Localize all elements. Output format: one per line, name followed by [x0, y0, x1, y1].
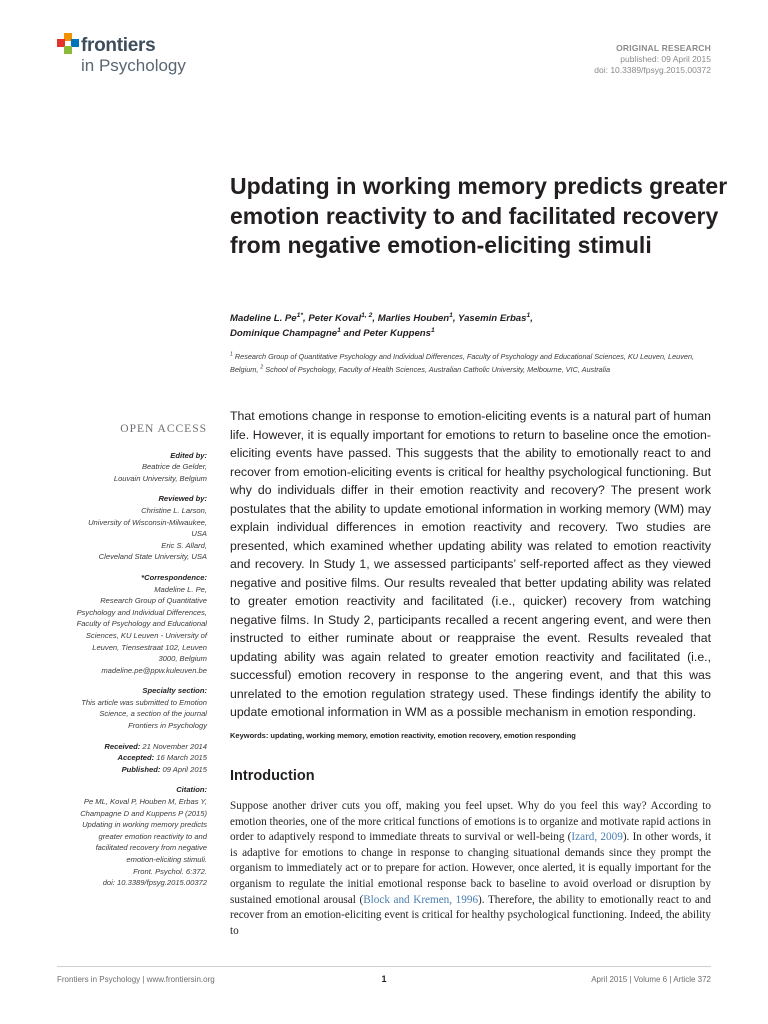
article-title: Updating in working memory predicts greater emotion reactivity to and facilitated recovery from negative emotion-eliciting stimuli — [230, 173, 728, 258]
sidebar-line: 3000, Belgium — [158, 654, 207, 664]
accepted-label: Accepted: — [117, 753, 155, 763]
sidebar-line: Christine L. Larson, — [141, 505, 207, 515]
correspondence-block — [57, 572, 207, 676]
author-list — [230, 311, 700, 341]
reviewed-by-label: Reviewed by: — [158, 494, 207, 504]
article-doi[interactable]: doi: 10.3389/fpsyg.2015.00372 — [594, 65, 711, 75]
sidebar-line: Faculty of Psychology and Educational — [76, 619, 207, 629]
author-name[interactable]: , Yasemin Erbas — [452, 313, 527, 324]
author-superscript: 1 — [337, 326, 341, 334]
sidebar-line: facilitated recovery from negative — [95, 843, 207, 853]
sidebar-line: Cleveland State University, USA — [98, 552, 207, 562]
citation-doi[interactable]: doi: 10.3389/fpsyg.2015.00372 — [102, 878, 207, 888]
open-access-label: OPEN ACCESS — [120, 423, 207, 435]
affiliation-text: Research Group of Quantitative Psychology and Individual Differences, Faculty of Psychology and Educational Sciences, KU Leuven, Leuven, Belgium, — [230, 352, 695, 374]
sidebar-line: USA — [191, 529, 207, 539]
article-sidebar — [57, 424, 207, 898]
author-name[interactable]: and Peter Kuppens — [340, 328, 431, 339]
specialty-label: Specialty section: — [142, 686, 207, 696]
sidebar-line: Champagne D and Kuppens P (2015) — [80, 808, 207, 818]
sidebar-line: Research Group of Quantitative — [100, 596, 207, 606]
keywords: Keywords: updating, working memory, emotion reactivity, emotion recovery, emotion responding — [230, 731, 576, 740]
sidebar-line: Front. Psychol. 6:372. — [133, 866, 207, 876]
published-label: Published: — [121, 764, 161, 774]
footer-issue: April 2015 | Volume 6 | Article 372 — [591, 975, 711, 984]
sidebar-line: Madeline L. Pe, — [154, 584, 207, 594]
edited-by-block — [57, 450, 207, 485]
author-name[interactable]: , Marlies Houben — [372, 313, 450, 324]
published-date: published: 09 April 2015 — [620, 54, 711, 64]
sidebar-line: This article was submitted to Emotion — [81, 697, 207, 707]
author-name[interactable]: , Peter Koval — [303, 313, 362, 324]
frontiers-logo-icon — [57, 33, 79, 55]
reviewed-by-block — [57, 493, 207, 563]
corresponding-marker: * — [300, 311, 304, 319]
author-superscript: 1, 2 — [361, 311, 373, 319]
sidebar-line: Louvain University, Belgium — [113, 473, 207, 483]
citation-block — [57, 784, 207, 888]
sidebar-line: Updating in working memory predicts — [82, 820, 207, 830]
affiliation-number: 1 — [230, 351, 233, 358]
sidebar-line: greater emotion reactivity to and — [98, 831, 207, 841]
abstract: That emotions change in response to emotion-eliciting events is a natural part of human life. However, it is equally important for emotions to return to baseline once the emotion-eliciting events have passed. This suggests that the ability to emotionally react to and recover from emotion-eliciting events is critical for healthy psychological functioning. But why do individuals differ in their emotion reactivity and recovery? The present work postulates that the ability to update emotional information in working memory (WM) may explain individual differences in emotion reactivity and recovery. Two studies are presented, which examined whether updating ability was related to emotion reactivity and recovery. In Study 1, we assessed participants’ self-reported affect as they viewed negative and positive films. Our results revealed that better updating ability was related to greater emotion reactivity and facilitated (i.e., quicker) recovery from watching negative films. In Study 2, participants recalled a recent angering event, and were then instructed to either ruminate about or reappraise the event. Results revealed that updating ability was again related to greater emotion reactivity and facilitated (i.e., successful) emotion recovery in response to the angering event, and that this was unrelated to the emotion regulation strategy used. These findings identify the ability to update emotional information in WM as a possible mechanism in emotion responding. — [230, 409, 711, 719]
dates-block — [57, 741, 207, 776]
received-label: Received: — [104, 741, 141, 751]
affiliation-text: School of Psychology, Faculty of Health Sciences, Australian Catholic University, Melbourne, VIC, Australia — [263, 364, 611, 374]
affiliations — [230, 351, 710, 376]
author-superscript: 1 — [449, 311, 453, 319]
sidebar-line: Leuven, Tiensestraat 102, Leuven — [92, 642, 207, 652]
sidebar-line: Beatrice de Gelder, — [141, 462, 207, 472]
author-superscript: 1 — [526, 311, 531, 319]
sidebar-line: Eric S. Allard, — [161, 540, 207, 550]
brand-name: frontiers — [81, 35, 156, 56]
intro-paragraph — [230, 799, 711, 939]
citation-label: Citation: — [176, 785, 207, 795]
edited-by-label: Edited by: — [170, 450, 207, 460]
sidebar-line: University of Wisconsin-Milwaukee, — [88, 517, 207, 527]
citation-link[interactable]: Izard, 2009 — [571, 831, 623, 844]
sidebar-line: Pe ML, Koval P, Houben M, Erbas Y, — [83, 797, 207, 807]
sidebar-line: emotion-eliciting stimuli. — [126, 855, 207, 864]
body-text: ). Therefore, the ability to emotionally react to and recover from an emotion-eliciting event is critical for healthy psychological functioning. Indeed, the ability to — [230, 893, 711, 937]
accepted-date: 16 March 2015 — [156, 753, 207, 763]
page-number: 1 — [381, 974, 387, 984]
journal-logo — [57, 33, 207, 79]
sidebar-line: Psychology and Individual Differences, — [76, 607, 207, 617]
body-text: ). In other words, it is adaptive for emotions to change in response to changing situational demands since they prompt the organism to immediately act or to prepare for action. However, once alerted, it is equally important for the organism to regulate the initial emotional response back to baseline to avoid overload or disruption by sustained emotional arousal ( — [230, 831, 711, 906]
author-name[interactable]: Dominique Champagne — [230, 328, 338, 339]
published-date-sidebar: 09 April 2015 — [162, 764, 207, 774]
article-type: ORIGINAL RESEARCH — [616, 43, 711, 53]
journal-name: in Psychology — [81, 56, 186, 75]
received-date: 21 November 2014 — [142, 741, 207, 751]
citation-link[interactable]: Block and Kremen, 1996 — [363, 893, 479, 906]
correspondence-label: *Correspondence: — [141, 572, 207, 582]
article-meta — [594, 43, 711, 76]
page-footer — [57, 966, 711, 997]
section-heading: Introduction — [230, 768, 315, 784]
author-superscript: 1 — [296, 311, 301, 319]
author-superscript: 1 — [430, 326, 435, 334]
sidebar-line: Sciences, KU Leuven - University of — [85, 630, 207, 640]
footer-journal: Frontiers in Psychology | www.frontiersin.org — [57, 975, 215, 984]
affiliation-number: 2 — [260, 364, 264, 371]
sidebar-line: Science, a section of the journal — [99, 709, 207, 719]
sidebar-line: Frontiers in Psychology — [128, 721, 207, 731]
body-text: Suppose another driver cuts you off, making you feel upset. Why do you feel this way? According to emotion theories, one of the more critical functions of emotions is to organize and motivate rapid actions in order to adaptively respond to immediate threats to survival or well-being ( — [230, 800, 711, 844]
author-separator: , — [530, 313, 533, 324]
correspondence-email[interactable]: madeline.pe@ppw.kuleuven.be — [101, 665, 207, 675]
author-name[interactable]: Madeline L. Pe — [230, 313, 297, 324]
specialty-block — [57, 685, 207, 731]
